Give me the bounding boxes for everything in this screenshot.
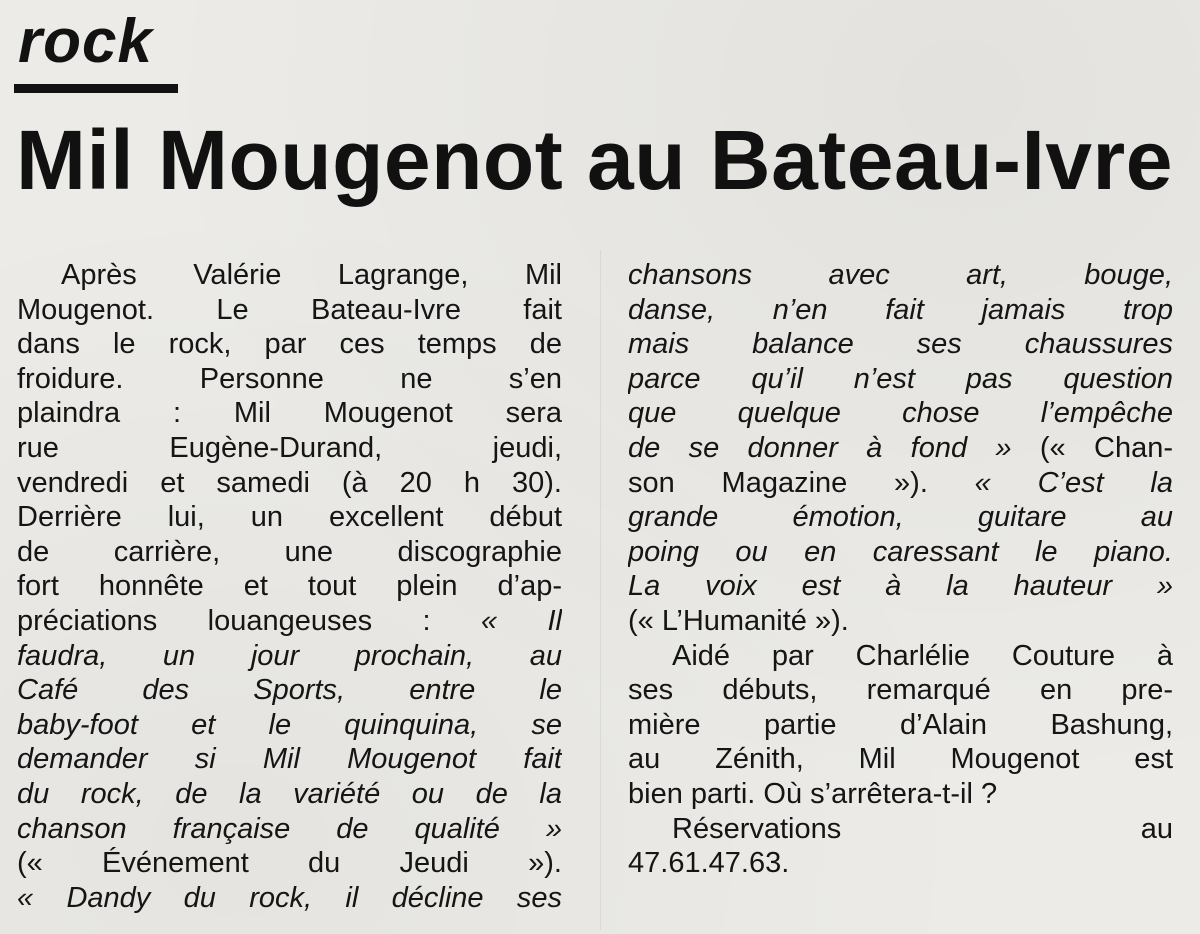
- left-text-line: chanson française de qualité »: [17, 812, 562, 845]
- left-text-line: Derrière lui, un excellent début: [17, 501, 562, 534]
- right-text-line: parce qu’il n’est pas question: [628, 362, 1173, 395]
- left-text-line: (« Événement du Jeudi »).: [17, 847, 562, 880]
- right-text-line: son Magazine »). « C’est la: [628, 466, 1173, 499]
- article-column-right: [628, 258, 1173, 881]
- left-text-line: baby-foot et le quinquina, se: [17, 708, 562, 741]
- right-text-line: 47.61.47.63.: [628, 847, 790, 880]
- left-text-line: Après Valérie Lagrange, Mil: [61, 259, 562, 291]
- column-divider: [600, 250, 601, 930]
- right-text-line: Aidé par Charlélie Couture à: [672, 639, 1173, 672]
- right-text-line: mière partie d’Alain Bashung,: [628, 708, 1173, 741]
- right-text-line: bien parti. Où s’arrêtera-t-il ?: [628, 777, 998, 810]
- right-text-line: que quelque chose l’empêche: [628, 397, 1173, 430]
- left-text-line: Café des Sports, entre le: [17, 674, 562, 707]
- right-text-line: Réservations au: [672, 812, 1173, 845]
- left-text-line: Mougenot. Le Bateau-Ivre fait: [17, 293, 562, 326]
- article-headline: Mil Mougenot au Bateau-Ivre: [16, 113, 1173, 207]
- right-text-line: de se donner à fond » (« Chan-: [628, 431, 1173, 464]
- left-text-line: rue Eugène-Durand, jeudi,: [17, 431, 562, 464]
- right-text-line: grande émotion, guitare au: [628, 501, 1173, 534]
- right-text-line: mais balance ses chaussures: [628, 328, 1173, 361]
- left-text-line: préciations louangeuses : « Il: [17, 604, 562, 637]
- left-text-line: plaindra : Mil Mougenot sera: [17, 397, 562, 430]
- section-label: rock: [18, 7, 153, 76]
- right-text-line: ses débuts, remarqué en pre-: [628, 674, 1173, 707]
- left-text-line: fort honnête et tout plein d’ap-: [17, 570, 562, 603]
- right-text-line: au Zénith, Mil Mougenot est: [628, 743, 1173, 776]
- left-text-line: dans le rock, par ces temps de: [17, 328, 562, 361]
- left-text-line: faudra, un jour prochain, au: [17, 639, 562, 672]
- left-text-line: « Dandy du rock, il décline ses: [17, 881, 562, 914]
- left-text-line: du rock, de la variété ou de la: [17, 777, 562, 810]
- left-text-line: vendredi et samedi (à 20 h 30).: [17, 466, 562, 499]
- left-text-line: demander si Mil Mougenot fait: [17, 743, 562, 776]
- right-text-line: chansons avec art, bouge,: [628, 259, 1173, 291]
- right-text-line: danse, n’en fait jamais trop: [628, 293, 1173, 326]
- right-text-line: poing ou en caressant le piano.: [628, 535, 1173, 568]
- left-text-line: de carrière, une discographie: [17, 535, 562, 568]
- left-text-line: froidure. Personne ne s’en: [17, 362, 562, 395]
- right-text-line: (« L’Humanité »).: [628, 604, 849, 637]
- right-text-line: La voix est à la hauteur »: [628, 570, 1173, 603]
- section-underline-rule: [14, 84, 178, 93]
- article-column-left: [17, 258, 562, 915]
